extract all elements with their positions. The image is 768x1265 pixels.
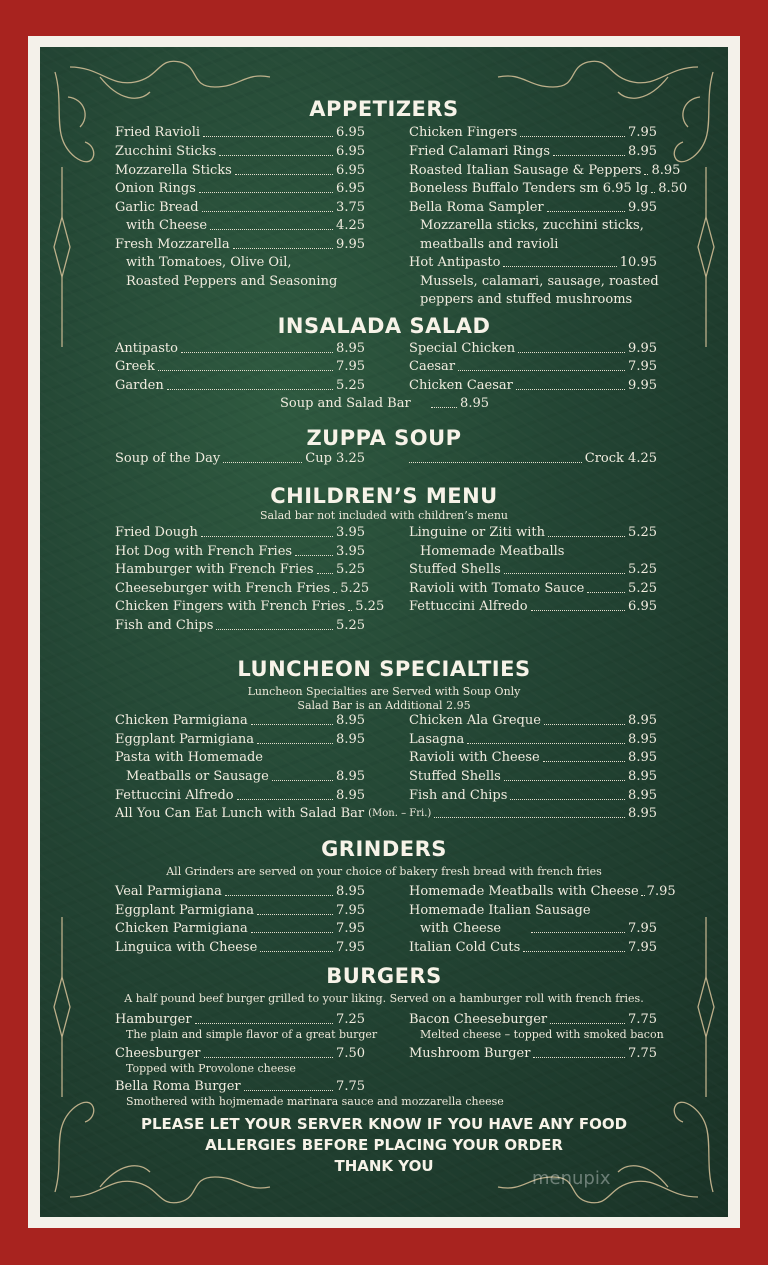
section-note: Salad bar not included with children’s menu	[260, 509, 508, 522]
menu-item: Fried Ravioli 6.95	[115, 125, 365, 140]
menu-item: Fresh Mozzarella 9.95	[115, 237, 365, 252]
menu-item: Hamburger 7.25	[115, 1012, 365, 1027]
menu-item: Linguine or Ziti with 5.25	[409, 525, 657, 540]
menu-item: Soup of the Day Cup 3.25	[115, 451, 365, 466]
menu-item: Chicken Fingers with French Fries 5.25	[115, 599, 385, 614]
heading-luncheon: LUNCHEON SPECIALTIES	[237, 657, 531, 681]
menu-item: Hamburger with French Fries 5.25	[115, 562, 365, 577]
allergy-notice-line-1: PLEASE LET YOUR SERVER KNOW IF YOU HAVE ANY FOOD	[140, 1115, 628, 1133]
menu-item: Onion Rings 6.95	[115, 181, 365, 196]
menu-item: Boneless Buffalo Tenders sm 6.95 lg 8.50	[409, 181, 688, 196]
menu-item: Stuffed Shells 8.95	[409, 769, 657, 784]
menu-item: Fettuccini Alfredo 6.95	[409, 599, 657, 614]
item-description: Roasted Peppers and Seasoning	[126, 274, 338, 289]
menu-item: Bacon Cheeseburger 7.75	[409, 1012, 657, 1027]
menu-item: Chicken Ala Greque 8.95	[409, 713, 657, 728]
menu-item: Mushroom Burger 7.75	[409, 1046, 657, 1061]
menu-item: Greek 7.95	[115, 359, 365, 374]
menu-item: Veal Parmigiana 8.95	[115, 884, 365, 899]
allergy-notice-line-3: THANK YOU	[334, 1157, 434, 1175]
menu-item: Bella Roma Burger 7.75	[115, 1079, 365, 1094]
menu-item: Fried Dough 3.95	[115, 525, 365, 540]
item-description: Topped with Provolone cheese	[126, 1062, 296, 1075]
menu-item: Zucchini Sticks 6.95	[115, 144, 365, 159]
section-note: Salad Bar is an Additional 2.95	[297, 699, 471, 712]
heading-grinders: GRINDERS	[321, 837, 447, 861]
menu-item: Stuffed Shells 5.25	[409, 562, 657, 577]
menu-item: Lasagna 8.95	[409, 732, 657, 747]
menu-item: Eggplant Parmigiana 7.95	[115, 903, 365, 918]
heading-burgers: BURGERS	[326, 964, 442, 988]
menu-item: Hot Antipasto 10.95	[409, 255, 657, 270]
menu-item: Caesar 7.95	[409, 359, 657, 374]
item-description: Smothered with hojmemade marinara sauce and mozzarella cheese	[126, 1095, 504, 1108]
menu-item: Cheeseburger with French Fries 5.25	[115, 581, 370, 596]
allergy-notice-line-2: ALLERGIES BEFORE PLACING YOUR ORDER	[205, 1136, 563, 1154]
menu-item: Fish and Chips 5.25	[115, 618, 365, 633]
item-description: Mussels, calamari, sausage, roasted	[420, 274, 659, 289]
item-description: Pasta with Homemade	[115, 750, 263, 765]
menu-item: Homemade Meatballs with Cheese 7.95	[409, 884, 676, 899]
menu-item: Chicken Fingers 7.95	[409, 125, 657, 140]
menu-item: All You Can Eat Lunch with Salad Bar (Mon. – Fri.) 8.95	[115, 806, 657, 821]
menu-item: Chicken Parmigiana 7.95	[115, 921, 365, 936]
menu-item: Cheesburger 7.50	[115, 1046, 365, 1061]
menu-item: Fried Calamari Rings 8.95	[409, 144, 657, 159]
menu-item: Antipasto 8.95	[115, 341, 365, 356]
menu-item: with Cheese 7.95	[420, 921, 657, 936]
menu-item: Italian Cold Cuts 7.95	[409, 940, 657, 955]
watermark: menupix	[532, 1168, 611, 1189]
heading-children: CHILDREN’S MENU	[270, 484, 498, 508]
menu-item: Ravioli with Cheese 8.95	[409, 750, 657, 765]
heading-appetizers: APPETIZERS	[309, 97, 459, 121]
item-description: with Tomatoes, Olive Oil,	[126, 255, 292, 270]
menu-item: Garden 5.25	[115, 378, 365, 393]
menu-item: Fettuccini Alfredo 8.95	[115, 788, 365, 803]
item-description: Melted cheese – topped with smoked bacon	[420, 1028, 664, 1041]
heading-salad: INSALADA SALAD	[277, 314, 491, 338]
item-description: The plain and simple flavor of a great burger	[126, 1028, 378, 1041]
section-note: Luncheon Specialties are Served with Soup Only	[247, 685, 521, 698]
menu-item: Chicken Parmigiana 8.95	[115, 713, 365, 728]
item-description: Mozzarella sticks, zucchini sticks,	[420, 218, 644, 233]
item-description: peppers and stuffed mushrooms	[420, 292, 633, 307]
item-description: meatballs and ravioli	[420, 237, 559, 252]
item-description: Homemade Italian Sausage	[409, 903, 591, 918]
menu-item: Ravioli with Tomato Sauce 5.25	[409, 581, 657, 596]
menu-item: Linguica with Cheese 7.95	[115, 940, 365, 955]
menu-item: Fish and Chips 8.95	[409, 788, 657, 803]
menu-item: Hot Dog with French Fries 3.95	[115, 544, 365, 559]
menu-item: Roasted Italian Sausage & Peppers 8.95	[409, 163, 681, 178]
menu-item: Crock 4.25	[409, 450, 657, 468]
menu-item: Chicken Caesar 9.95	[409, 378, 657, 393]
item-description: Homemade Meatballs	[420, 544, 565, 559]
menu-item: Soup and Salad Bar 8.95	[280, 396, 489, 411]
menu-item: Special Chicken 9.95	[409, 341, 657, 356]
section-note: A half pound beef burger grilled to your liking. Served on a hamburger roll with french fries.	[124, 992, 644, 1005]
section-note: All Grinders are served on your choice of bakery fresh bread with french fries	[166, 865, 602, 878]
menu-item: Garlic Bread 3.75	[115, 200, 365, 215]
menu-item: Meatballs or Sausage 8.95	[126, 769, 365, 784]
heading-soup: ZUPPA SOUP	[306, 426, 462, 450]
menu-item: with Cheese 4.25	[126, 218, 365, 233]
menu-item: Bella Roma Sampler 9.95	[409, 200, 657, 215]
menu-item: Mozzarella Sticks 6.95	[115, 163, 365, 178]
menu-item: Eggplant Parmigiana 8.95	[115, 732, 365, 747]
